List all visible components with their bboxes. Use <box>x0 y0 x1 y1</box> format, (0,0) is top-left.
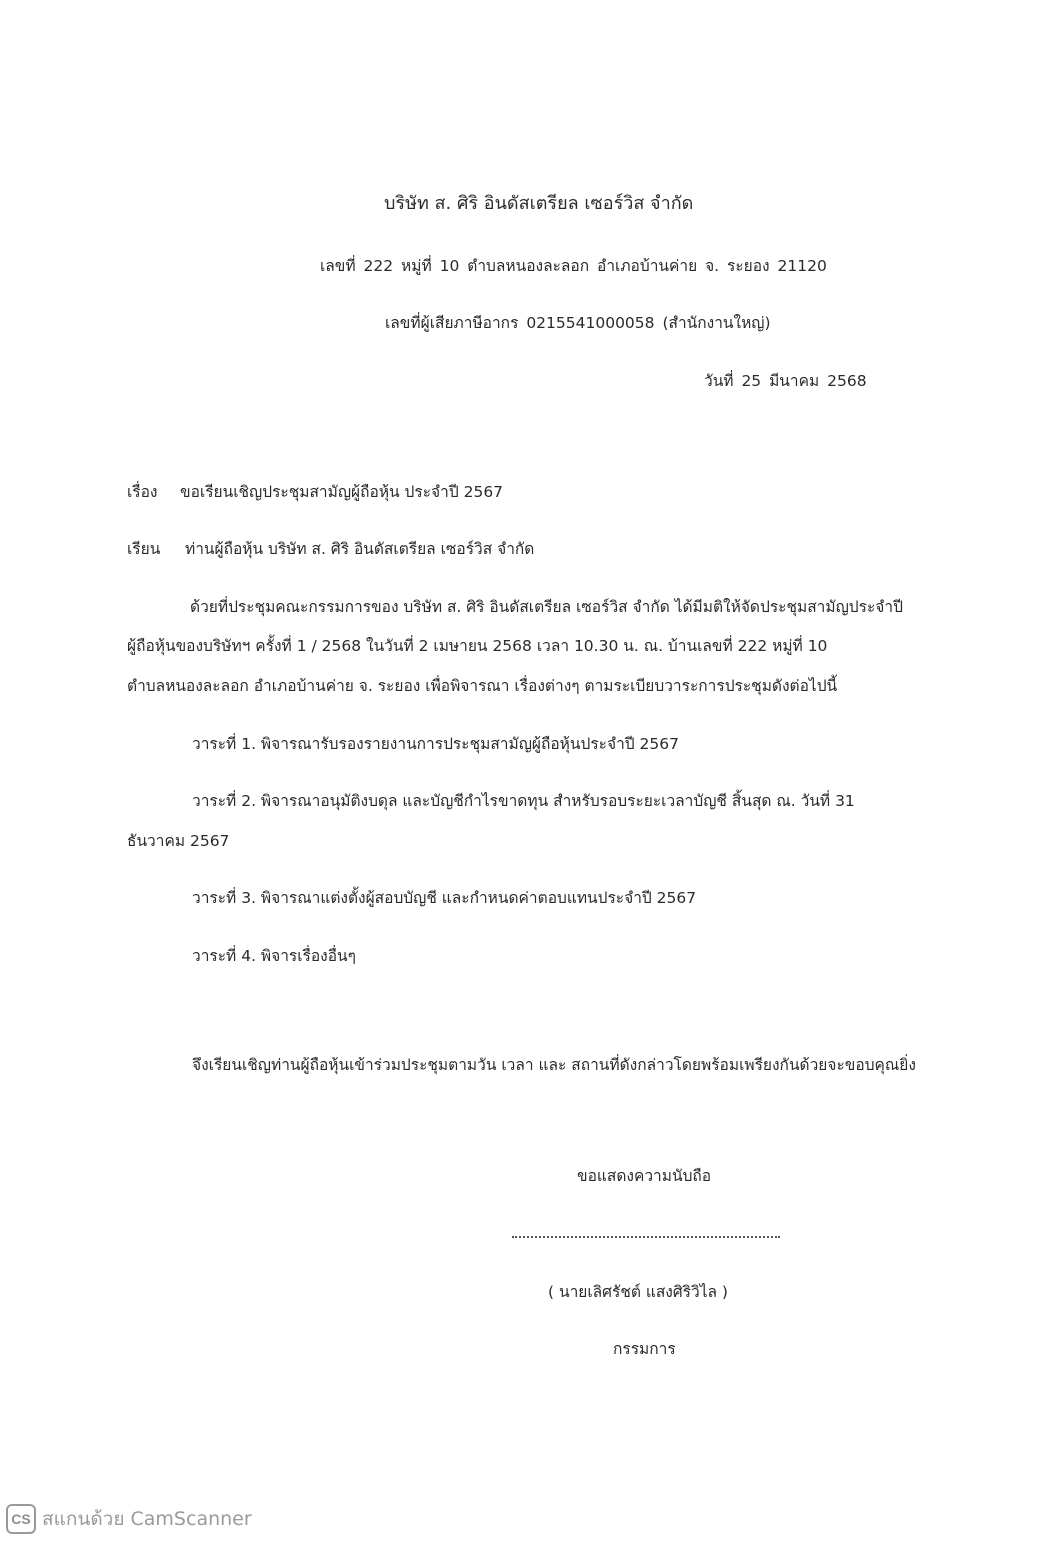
agenda-item-3: วาระที่ 3. พิจารณาแต่งตั้งผู้สอบบัญชี และกำหนดค่าตอบแทนประจำปี 2567 <box>192 889 697 907</box>
recipient-text: ท่านผู้ถือหุ้น บริษัท ส. ศิริ อินดัสเตรียล เซอร์วิส จำกัด <box>185 540 535 558</box>
letter-date: วันที่ 25 มีนาคม 2568 <box>704 372 867 390</box>
recipient-label: เรียน <box>127 540 161 558</box>
tax-id: เลขที่ผู้เสียภาษีอากร 0215541000058 (สำนักงานใหญ่) <box>385 314 771 332</box>
body-line-1: ด้วยที่ประชุมคณะกรรมการของ บริษัท ส. ศิริ อินดัสเตรียล เซอร์วิส จำกัด ได้มีมติให้จัดประชุมสามัญประจำปี <box>190 598 903 616</box>
agenda-item-4: วาระที่ 4. พิจารเรื่องอื่นๆ <box>192 947 356 965</box>
closing-regards: ขอแสดงความนับถือ <box>577 1167 712 1185</box>
camscanner-watermark <box>6 1503 252 1535</box>
agenda-item-1: วาระที่ 1. พิจารณารับรองรายงานการประชุมสามัญผู้ถือหุ้นประจำปี 2567 <box>192 735 679 753</box>
body-line-2: ผู้ถือหุ้นของบริษัทฯ ครั้งที่ 1 / 2568 ในวันที่ 2 เมษายน 2568 เวลา 10.30 น. ณ. บ้านเลขที่ 222 หมู่ที่ 10 <box>127 637 828 655</box>
company-address: เลขที่ 222 หมู่ที่ 10 ตำบลหนองละลอก อำเภอบ้านค่าย จ. ระยอง 21120 <box>320 257 827 275</box>
signature-line <box>512 1236 780 1238</box>
agenda-item-2: วาระที่ 2. พิจารณาอนุมัติงบดุล และบัญชีกำไรขาดทุน สำหรับรอบระยะเวลาบัญชี สิ้นสุด ณ. วันที่ 31 <box>192 792 855 810</box>
signatory-position: กรรมการ <box>613 1340 676 1358</box>
camscanner-logo-icon: CS <box>6 1504 36 1534</box>
signatory-name: ( นายเลิศรัชต์ แสงศิริวิไล ) <box>548 1283 728 1301</box>
subject-label: เรื่อง <box>127 483 158 501</box>
subject-text: ขอเรียนเชิญประชุมสามัญผู้ถือหุ้น ประจำปี 2567 <box>180 483 504 501</box>
company-name: บริษัท ส. ศิริ อินดัสเตรียล เซอร์วิส จำกัด <box>384 193 694 214</box>
body-line-3: ตำบลหนองละลอก อำเภอบ้านค่าย จ. ระยอง เพื่อพิจารณา เรื่องต่างๆ ตามระเบียบวาระการประชุมดังต่อไปนี้ <box>127 677 838 695</box>
camscanner-text: สแกนด้วย CamScanner <box>42 1508 252 1530</box>
agenda-item-2-continued: ธันวาคม 2567 <box>127 832 230 850</box>
closing-sentence: จึงเรียนเชิญท่านผู้ถือหุ้นเข้าร่วมประชุมตามวัน เวลา และ สถานที่ดังกล่าวโดยพร้อมเพรียงกันด้วยจะขอบคุณยิ่ง <box>192 1056 916 1074</box>
